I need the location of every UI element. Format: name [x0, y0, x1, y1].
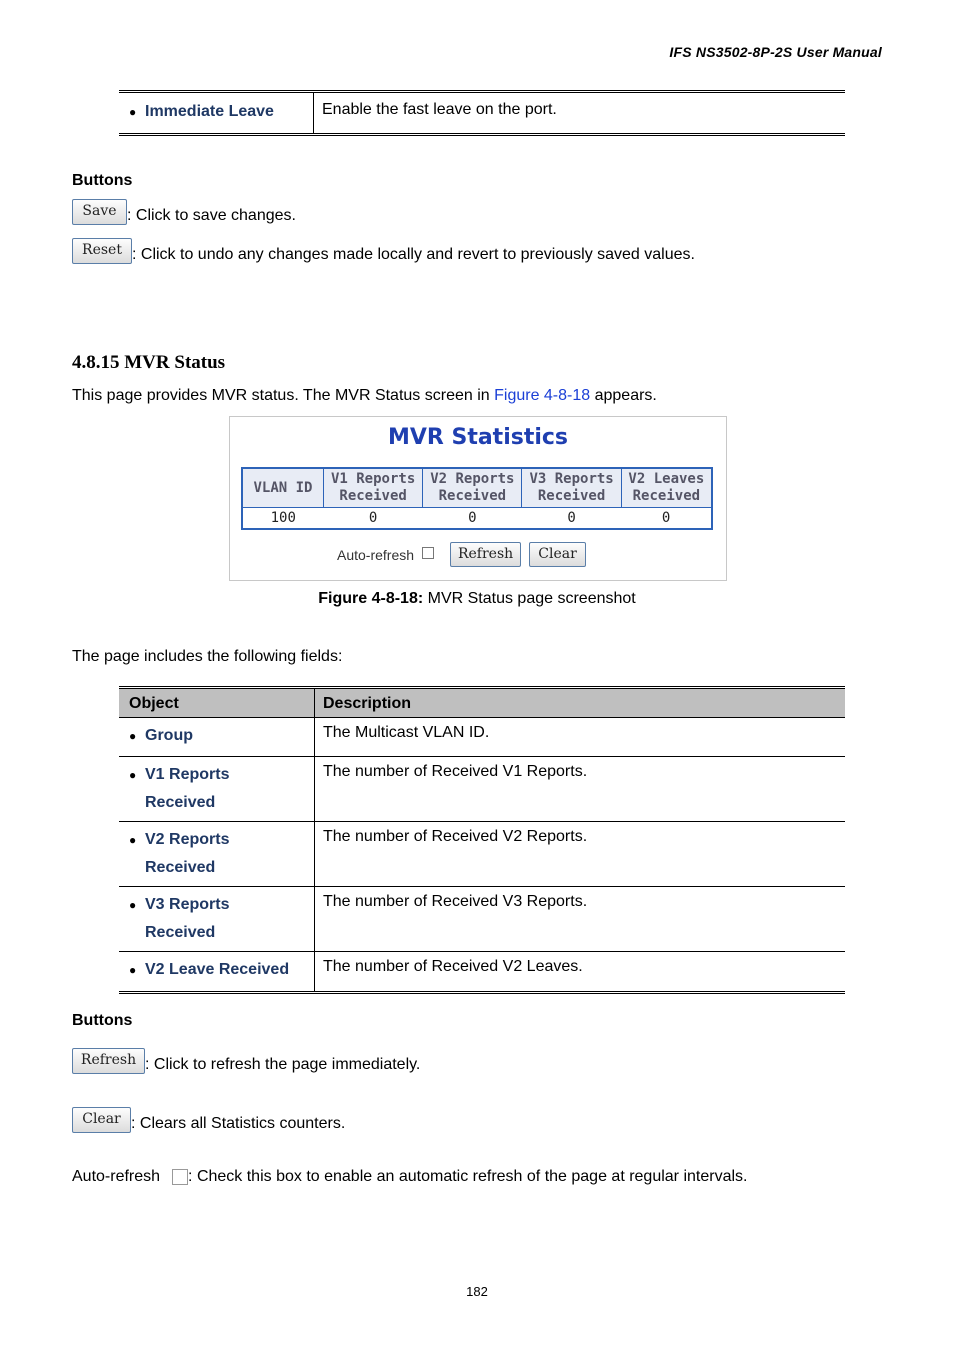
bullet-icon: ●: [129, 833, 137, 847]
intro-text-before: This page provides MVR status. The MVR Status screen in: [72, 387, 495, 404]
field-object-name: Group: [145, 727, 193, 744]
buttons-heading: Buttons: [72, 172, 133, 189]
table-row: [119, 718, 845, 757]
reset-description: : Click to undo any changes made locally and revert to previously saved values.: [132, 246, 695, 263]
figure-link[interactable]: Figure 4-8-18: [494, 387, 591, 404]
save-description: : Click to save changes.: [127, 207, 296, 224]
field-object-cell: [119, 718, 315, 757]
save-row: [72, 199, 296, 225]
auto-refresh-description: : Check this box to enable an automatic refresh of the page at regular intervals.: [188, 1168, 748, 1185]
figure-title: MVR Statistics: [387, 425, 569, 450]
section-intro: [72, 387, 657, 405]
mvr-col-v3-reports: V3 Reports Received: [522, 468, 621, 508]
reset-button[interactable]: Reset: [72, 238, 132, 264]
mvr-cell-v2-leaves: 0: [661, 510, 671, 526]
fields-table: [119, 689, 845, 991]
refresh-button[interactable]: Refresh: [72, 1048, 145, 1074]
top-table-object: Immediate Leave: [145, 103, 274, 120]
fields-table-wrap: [119, 686, 845, 994]
clear-description: : Clears all Statistics counters.: [131, 1115, 346, 1132]
field-object-name: V2 Leave Received: [145, 961, 290, 978]
figure-auto-refresh-label: Auto-refresh: [337, 546, 415, 563]
table-row: [119, 887, 845, 952]
clear-button[interactable]: Clear: [72, 1107, 131, 1133]
mvr-header-row: [242, 468, 712, 508]
field-object-name: V3 Reports Received: [145, 896, 230, 941]
figure-auto-refresh-checkbox[interactable]: [422, 547, 434, 559]
field-object-name: V1 Reports Received: [145, 766, 230, 811]
page-number: 182: [466, 1284, 488, 1299]
field-description: The Multicast VLAN ID.: [315, 718, 846, 757]
save-button[interactable]: Save: [72, 199, 127, 225]
mvr-cell-vlan-id: 100: [270, 510, 296, 526]
bullet-icon: ●: [129, 768, 137, 782]
mvr-col-v1-reports: V1 Reports Received: [324, 468, 423, 508]
fields-header-object: Object: [119, 689, 315, 718]
top-table-description: Enable the fast leave on the port.: [322, 101, 557, 118]
table-row: [119, 822, 845, 887]
field-description: The number of Received V2 Leaves.: [323, 958, 583, 975]
figure-caption-text: MVR Status page screenshot: [423, 590, 636, 607]
mvr-col-v2-reports: V2 Reports Received: [423, 468, 522, 508]
field-object-cell: [119, 822, 315, 887]
field-description: The number of Received V1 Reports.: [315, 757, 846, 822]
mvr-statistics-figure: [229, 416, 727, 581]
figure-caption: [0, 590, 954, 608]
fields-header-description: Description: [315, 689, 846, 718]
mvr-cell-v3: 0: [567, 510, 576, 526]
mvr-data-row: [242, 508, 712, 530]
table-row: [119, 757, 845, 822]
intro-text-after: appears.: [590, 387, 657, 404]
top-table: [119, 90, 845, 136]
figure-controls: [337, 542, 586, 567]
bullet-icon: ●: [129, 898, 137, 912]
field-object-name: V2 Reports Received: [145, 831, 230, 876]
reset-row: [72, 238, 695, 264]
bullet-icon: ●: [129, 729, 137, 743]
clear-row: [72, 1107, 345, 1133]
field-object-cell: [119, 887, 315, 952]
figure-clear-button[interactable]: Clear: [529, 542, 586, 567]
auto-refresh-label: Auto-refresh: [72, 1168, 161, 1185]
field-description: The number of Received V3 Reports.: [315, 887, 846, 952]
mvr-cell-v2: 0: [468, 510, 477, 526]
section-heading: 4.8.15 MVR Status: [72, 352, 226, 373]
fields-header-row: [119, 689, 845, 718]
bullet-icon: ●: [129, 963, 137, 977]
buttons-heading-2: Buttons: [72, 1012, 133, 1029]
mvr-cell-v1: 0: [368, 510, 378, 526]
refresh-description: : Click to refresh the page immediately.: [145, 1056, 421, 1073]
bullet-icon: ●: [129, 105, 137, 119]
table-row: [119, 952, 845, 991]
field-object-cell: [119, 952, 315, 991]
top-table-object-cell: [119, 93, 314, 133]
mvr-col-vlan-id: VLAN ID: [242, 468, 324, 508]
mvr-statistics-table: [241, 467, 713, 530]
fields-intro: The page includes the following fields:: [72, 648, 343, 665]
figure-refresh-button[interactable]: Refresh: [450, 542, 521, 567]
figure-caption-label: Figure 4-8-18:: [318, 590, 424, 607]
auto-refresh-row: [72, 1168, 747, 1186]
field-object-cell: [119, 757, 315, 822]
auto-refresh-checkbox[interactable]: [172, 1169, 188, 1185]
refresh-row: [72, 1048, 420, 1074]
field-description: The number of Received V2 Reports.: [315, 822, 846, 887]
manual-header-title: IFS NS3502-8P-2S User Manual: [669, 44, 882, 60]
mvr-col-v2-leaves: V2 Leaves Received: [621, 468, 712, 508]
